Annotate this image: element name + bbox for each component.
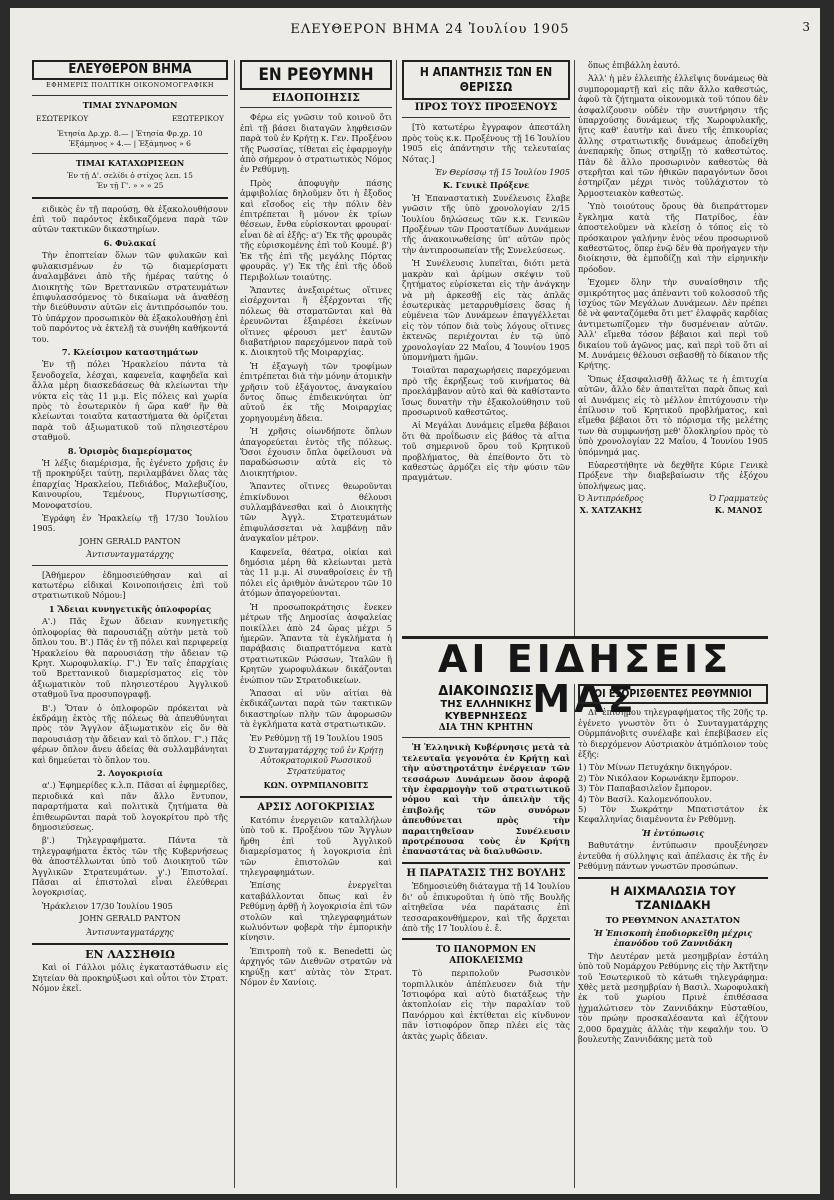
paragraph: ειδικὸς ἐν τῇ παρούσῃ, θὰ ἐξακολουθήσουν ἐπὶ τοῦ παρόντος ἐκδικαζόμενα παρὰ τῶν αὐτῶν τακτικῶν δικαστηρίων. bbox=[32, 203, 228, 235]
signature: Κ. ΜΑΝΟΣ bbox=[714, 504, 763, 515]
dateline: Ἐν Θερίσσῳ τῇ 15 Ἰουλίου 1905 bbox=[434, 167, 570, 178]
article-subheading: ΕΙΔΟΠΟΙΗΣΙΣ bbox=[272, 91, 360, 104]
paragraph: Τοιαῦται παραχωρήσεις παρεχόμεναι πρὸ τῆς ἐκρήξεως τοῦ κινήματος θὰ προελάμβανον αὐτὸ καὶ θὰ καθίσταντο ἴσως δυνατὴν τὴν ἐξακολούθησιν τοῦ προσωρινοῦ καθεστῶτος. bbox=[402, 365, 570, 417]
addressee: Κ. Γενικὲ Πρόξενε bbox=[442, 180, 530, 191]
signature: JOHN GERALD PANTON bbox=[79, 536, 181, 546]
column-4 bbox=[578, 60, 768, 628]
section-heading: 8. Ὁρισμὸς διαμερίσματος bbox=[67, 445, 193, 456]
sub-col-header: ΕΣΩΤΕΡΙΚΟΥ bbox=[36, 114, 89, 124]
paragraph: [Τὸ κατωτέρω ἔγγραφον ἀπεστάλη πρὸς τοὺς κ.κ. Προξένους τῇ 16 Ἰουλίου 1905 εἰς ἀπάντησιν τῆς τελευταίας Νότας.] bbox=[402, 122, 570, 164]
article-heading: ΕΝ ΡΕΘΥΜΝΗ bbox=[240, 60, 392, 90]
signature: JOHN GERALD PANTON bbox=[79, 914, 181, 924]
dateline: Ἡράκλειον 17/30 Ἰουλίου 1905 bbox=[42, 900, 173, 911]
paragraph: Ἀλλ' ἡ μὲν ἐλλειπὴς ἐλλεῖψις δυνάμεως θὰ συμπορομαρτῇ καὶ εἰς πᾶν ἄλλο καθεστώς, ἀφοῦ τὰ ζήτηματα οἰκονομικὰ τοῦ τόπου δὲν ἀσφαλίζουσιν οὐδὲν τὴν συντήρησιν τῆς ὑπαρχούσης δυνάμεως τῆς Χωροφυλακῆς, ἥτις καθ' ἑαυτὴν καὶ ἄνευ τῆς ἐπικουρίας ἄλλης στρατιωτικῆς δυνάμεως ἀποδείχθη ἀνεπαρκὴς ὅπως στηρίξῃ τὸ καθεστώτος. Πᾶν δὲ ἄλλο προσωρινὸν καθεστὼς θὰ στερῆται καὶ τῶν ἠθικῶν παραγόντων ὅσοι ἐστηρίζαν μέχρι τινὸς τοῦλάχιστον τὸ Ἁρμοστειακὸν καθεστώς. bbox=[578, 73, 768, 198]
section-heading: 7. Κλείσιμον καταστημάτων bbox=[61, 346, 199, 357]
column-divider bbox=[396, 60, 397, 1188]
paragraph: Ὅπως ἐξασφαλισθῇ ἄλλως τε ἡ ἐπιτυχία αὐτῶν, ἄλλο δὲν ἀπαιτεῖται παρὰ ὅπως καὶ αἱ Δυνάμεις εἰς τὸ μέλλον ἐπιτύχουσιν τὴν ἐπίλυσιν τοῦ Κρητικοῦ προβλήματος, καὶ εἴμεθα βέβαιοι ὅτι τὸ πόρισμα τῆς μελέτης των θὰ συμφωνήσῃ μεθ' ὅλοκληρίου πρὸς τὸ ὑπὸ χρονολογίαν 22 Μαΐου, 4 Ἰουνίου 1905 ὑπόμνημά μας. bbox=[578, 373, 768, 457]
paragraph: Ἡ Ἐπαναστατικὴ Συνέλευσις ἔλαβε γνῶσιν τῆς ὑπὸ χρονολογίαν 2/15 Ἰουλίου δηλώσεως τῶν κ.κ. Γενικῶν Προξένων τῶν Προστατίδων Δυνάμεων τῆς ἀνακοινωθείσης ὑπ' αὐτῶν πρὸς τὴν ἀντιπροσωπείαν τῆς Συνελεύσεως. bbox=[402, 192, 570, 255]
masthead-title: ΕΛΕΥΘΕΡΟΝ ΒΗΜΑ 24 Ἰουλίου 1905 bbox=[290, 22, 570, 37]
column-3-bottom bbox=[402, 684, 570, 1188]
column-divider bbox=[574, 60, 575, 636]
paragraph: Ὑπὸ τοιούτους ὅρους θὰ διεπράττομεν ἔγκλημα κατὰ τῆς Πατρίδος, ἐὰν ἀποστελοῦμεν νὰ κλείσῃ ὁ τόπος εἰς τὸ πρόσκαιρον γαλήνην ἐνὸς νέου προσωρινοῦ καθεστῶτος, ὅπερ ἐνῷ δὲν θὰ προήγαγεν τὴν διοίκησιν, θὰ ἐμποδίζῃ καὶ τὴν εἰρηνικὴν πρόοδον. bbox=[578, 201, 768, 274]
section-heading: Ἡ ἐντύπωσις bbox=[641, 827, 705, 838]
column-3 bbox=[402, 60, 570, 628]
paragraph: Β'.) Ὅταν ὁ ὁπλοφορῶν πρόκειται νὰ ἐκδράμῃ ἐκτὸς τῆς πόλεως θὰ ἀπευθύνηται πρὸς τὸν Ἄγγλον ἀξιωματικὸν εἰς ὅν θὰ παρουσιάσῃ τὴν ἄδειαν καὶ τὸ ὅπλον. Γ'.) Πᾶς φέρων ὅπλον ἄνευ ἀδείας θὰ συλλαμβάνηται καὶ δημεύεται τὸ ὅπλον του. bbox=[32, 702, 228, 765]
paragraph: Καὶ οἱ Γάλλοι μόλις ἐγκαταστάθωσιν εἰς Σητείαν θὰ προκηρύξωσι καὶ οὗτοι τὸν Στρατ. Νόμον ἐκεῖ. bbox=[32, 962, 228, 994]
paragraph: Ἐπιτροπὴ τοῦ κ. Benedetti ὡς ἀρχηγός τῶν Διεθνῶν στρατῶν νὰ κηρύξῃ κατ' αὐτὰς τὸν Στρατ. Νόμον ἐν Χανίοις. bbox=[240, 945, 392, 988]
signature: Χ. ΧΑΤΖΑΚΗΣ bbox=[579, 504, 642, 515]
paragraph: Ἐχομεν ὅλην τὴν συναίσθησιν τῆς σμικρότητος μας ἀπέναντι τοῦ κολοσσοῦ τῆς ἰσχύος τῶν Μεγάλων Δυνάμεων. Δὲν πρέπει δὲ νὰ φανταζόμεθα ὅτι μετ' ἐλαφρᾶς καρδίας ἀντιμετωπίζομεν τὴν δυσμένειαν αὐτῶν. Ἀλλ' εἴμεθα τόσον βέβαιοι καὶ περὶ τοῦ δικαίου τοῦ ἀγῶνος μας, καὶ περὶ τοῦ ὅτι αἱ Μ. Δυνάμεις θέλουσι σεβασθῇ τὸ δίκαιον τῆς Κρήτης. bbox=[578, 277, 768, 371]
subscriptions-table bbox=[32, 112, 228, 126]
paragraph: Αἱ Μεγάλαι Δυνάμεις εἴμεθα βέβαιοι ὅτι θὰ προΐδωσιν εἰς βάθος τὰ αἴτια τοῦ σημερινοῦ ὅρου τοῦ Κρητικοῦ προβλήματος, θὰ ἐπείθοντο ὅτι τὸ καθεστὼς ἀρμόζει εἰς τὴν φύσιν τῶν πραγμάτων. bbox=[402, 420, 570, 483]
article-heading: ΤΗΣ ΕΛΛΗΝΙΚΗΣ ΚΥΒΕΡΝΗΣΕΩΣ bbox=[440, 699, 532, 722]
signature-role: Ὁ Ἀντιπρόεδρος bbox=[578, 494, 644, 504]
paragraph: Ἅπαντες ἀνεξαιρέτως οἵτινες εἰσέρχονται ἢ ἐξέρχονται τῆς πόλεως θὰ σταματῶνται καὶ θὰ ἐρευνῶνται ἐξαιρέσει ἐκείνων οἵτινες φέρουσι μετ' ἑαυτῶν διαβατήριον παρεχόμενον παρὰ τοῦ κ. Διοικητοῦ τῆς Μοιραρχίας. bbox=[240, 284, 392, 358]
signature-role: Ἀντισυνταγματάρχης bbox=[86, 550, 174, 560]
paragraph: Ἡ Συνέλευσις λυπεῖται, διότι μετὰ μακρὰν καὶ ἀρίμων σκέψιν τοῦ ζητήματος εὑρίσκεται εἰς τὴν ἀνάγκην νὰ μὴ ἀρκεσθῇ εἰς τὰς ἁπλᾶς ἐσωτερικὰς μεταρρυθμίσεις ὅσας ἡ εὐμένεια τῶν Δυνάμεων ἐπαγγέλλεται εἰς τὸν τόπον διὰ τοὺς λόγους οἵτινες ἐκτενῶς περιέχονται ἐν τῷ ὑπὸ χρονολογίαν 22 Μαΐου, 4 Ἰουνίου 1905 ὑπομνήματι ἡμῶν. bbox=[402, 258, 570, 362]
paragraph: Τὴν Δευτέραν μετὰ μεσημβρίαν ἐστάλη ὑπὸ τοῦ Νομάρχου Ρεθύμνης εἰς τὴν Ἀκτῆτην τοῦ Ἐσωτερικοῦ τὸ κάτωθι τηλεγράφημα: Χθὲς μετὰ μεσημβρίαν ἡ Βασιλ. Χωροφυλακὴ ἐκ τοῦ χωρίου Πρινὲ ἐπιθέσασα ᾐχμαλώτισεν τὸν Ζαννιδάκην Εὐσταθίου, τὸν πρώην προσκαλέσαντα καὶ ἐζήτουν 2,000 δραχμὰς ἀλλὰς τὴν κεφαλήν του. Ὁ βουλευτὴς Ζαννιδάκης μετὰ τοῦ bbox=[578, 950, 768, 1044]
section-heading: ΕΝ ΛΑΣΣΗΘΙΩ bbox=[85, 948, 175, 962]
dateline: Ἐγράφη ἐν Ἡρακλείῳ τῇ 17/30 Ἰουλίου 1905. bbox=[32, 513, 228, 534]
column-divider bbox=[234, 60, 235, 1188]
paragraph: Ἐδημοσιεύθη διάταγμα τῇ 14 Ἰουλίου δι' οὗ ἐπικυροῦται ἡ ὑπὸ τῆς Βουλῆς αἰτηθεῖσα νέα παράτασις ἐπὶ τεσσαρακονθήμερον, καὶ τῆς ἄρχεται ἀπὸ τῆς 17 Ἰουλίου ἐ. ἔ. bbox=[402, 881, 570, 933]
article-heading: Η ΑΙΧΜΑΛΩΣΙΑ ΤΟΥ ΤΖΑΝΙΔΑΚΗ bbox=[610, 883, 736, 912]
column-4-bottom bbox=[578, 684, 768, 1188]
paragraph: Καφενεῖα, θέατρα, οἰκίαι καὶ δημόσια μέρη θὰ κλείωνται μετὰ τὰς 11 μ.μ. Αἱ συναθροίσεις ἐν τῇ πόλει εἰς ἀριθμὸν ἀνώτερον τῶν 10 ἀτόμων ἀπαγορεύονται. bbox=[240, 546, 392, 599]
sub-row: Ἑξάμηνος » 4.— | Ἑξάμηνος » 6 bbox=[69, 139, 191, 149]
paragraph: Ἅπασαι αἱ νῦν αἰτίαι θὰ ἐκδικάζωνται παρὰ τῶν τακτικῶν δικαστηρίων πλὴν τῶν ἀφορωσῶν τὰ ἐγκλήματα κατὰ στρατιωτικῶν. bbox=[240, 687, 392, 730]
paragraph: β'.) Τηλεγραφήματα. Πάντα τὰ τηλεγραφήματα ἐκτὸς τῶν τῆς Κυβερνήσεως θὰ ἀποστέλλωνται ὑπὸ τοῦ Διοικητοῦ τῶν Ἀγγλικῶν Στρατευμάτων. γ'.) Ἐπιστολαί. Πᾶσαι αἱ ἐπιστολαὶ εἶναι ἐλεύθεραι λογοκρισίας. bbox=[32, 835, 228, 898]
paragraph: ὅπως ἐπιβάλλη ἑαυτό. bbox=[588, 60, 681, 70]
section-heading: ΑΡΣΙΣ ΛΟΓΟΚΡΙΣΙΑΣ bbox=[257, 801, 375, 813]
page-number: 3 bbox=[802, 20, 810, 34]
section-heading: ΤΟ ΠΑΝΟΡΜΟΝ ΕΝ ΑΠΟΚΛΕΙΣΜΩ bbox=[435, 945, 537, 966]
paragraph: Πρὸς ἀποφυγὴν πάσης ἀμφιβολίας δηλοῦμεν ὅτι ἡ ἔξοδος καὶ εἴσοδος εἰς τὴν πόλιν δὲν ἐπιτρέπεται ἢ μόνον ἐκ τρίων θέσεων, ἔνθα εὑρίσκονται φρουραί· εἶναι δὲ αἱ ἑξῆς: α') Ἐκ τῆς φρουρᾶς τῆς εὑρισκομένης ἐπὶ τοῦ Κουμέ. β') Ἐκ τῆς ἐπὶ τῆς μεγάλης Πόρτας φρουρᾶς. γ') Ἐκ τῆς ἐπὶ τῆς ὁδοῦ Περιβολίων τοιαύτης. bbox=[240, 177, 392, 282]
paragraph: Α'.) Πᾶς ἔχων ἄδειαν κυνηγετικῆς ὁπλοφορίας θὰ παρουσιάζῃ αὐτὴν μετὰ τοῦ ὅπλου του. Β'.) Πᾶς ἐν τῇ πόλει καὶ περιφερείᾳ Ἡρακλείου θὰ παρουσιάσῃ τὴν ἄδειαν τῷ Κρητ. Χωροφυλακίῳ. Γ'.) Ἐν ταῖς ἐπαρχίαις τοῦ Βρεττανικοῦ διαμερίσματος εἰς τὸν ἀξιωματικὸν τοῦ πλησιεστέρου Ἀγγλικοῦ σταθμοῦ ἵνα προσυπογραφῇ. bbox=[32, 616, 228, 700]
section-heading: 1 Ἄδειαι κυνηγετικῆς ὁπλοφορίας bbox=[48, 603, 212, 614]
name-list: 1) Τὸν Μίνων Πετυχάκην δικηγόρον. 2) Τὸν Νικόλαον Κορωνάκην ἔμπορον. 3) Τὸν Παπαβασιλεῖον ἔμπορον. 4) Τὸν Βασίλ. Καλομενόπουλον. 5) Τὸν Σωκράτην Μπατιστάτον ἐκ Κεφαλληνίας διαμένοντα ἐν Ρεθύμνῃ. bbox=[578, 762, 768, 825]
column-divider bbox=[574, 684, 575, 1188]
article-subheading: ΔΙΑ ΤΗΝ ΚΡΗΤΗΝ bbox=[438, 723, 534, 733]
paragraph: Τὸ περιπολοῦν Ρωσσικὸν τορπιλλικὸν ἀπέπλευσεν διὰ τὴν Ἰστιοφόρα καὶ αὐτὸ διατάξεως τὴν ἀκτοπλοίαν εἰς τὴν παραλίαν τοῦ Πανόρμου καὶ ἐκτίθεται εἰς κίνδυνον πᾶν ἰστιοφόρον ὅπερ πλέει εἰς τὰς ἀκτὰς χωρὶς ἄδειαν. bbox=[402, 968, 570, 1041]
paragraph: Ἡ χρῆσις οἱωνδήποτε ὅπλων ἀπαγορεύεται ἐντὸς τῆς πόλεως. Ὅσοι ἐχουσιν ὅπλα ὀφείλουσι νὰ παραδώσωσιν αὐτὰ εἰς τὸ Διοικητήριον. bbox=[240, 426, 392, 478]
ads-row: Ἐν τῇ Γ'. » » » 25 bbox=[96, 181, 164, 191]
ads-row: Ἐν τῇ Δ'. σελίδι ὁ στίχος λεπ. 15 bbox=[67, 170, 193, 180]
paragraph: Ἡ προσωποκράτησις ἕνεκεν μέτρων τῆς Δημοσίας ἀσφαλείας ποικίλλει ἀπὸ 24 ὥρας μέχρι 5 ἡμερῶν. Ἅπαντα τὰ ἐγκλήματα ἡ παράβασις διαπραττόμενα κατὰ στρατιωτικῶν Ρώσσων, Ἰταλῶν ἢ Κρητῶν χωροφυλάκων δικάζονται ἐνώπιον τῶν Στρατοδικείων. bbox=[240, 601, 392, 685]
signature-role: Ἀντισυνταγματάρχης bbox=[86, 927, 174, 937]
dateline: Ἐν Ρεθύμνῃ τῇ 19 Ἰουλίου 1905 bbox=[250, 732, 384, 743]
signature-role: Ὁ Συνταγματάρχης τοῦ ἐν Κρήτῃ Αὐτοκρατορικοῦ Ρωσσικοῦ Στρατεύματος bbox=[248, 745, 384, 776]
section-heading: Η ΠΑΡΑΤΑΣΙΣ ΤΗΣ ΒΟΥΛΗΣ bbox=[406, 867, 566, 879]
section-heading: 2. Λογοκρισία bbox=[97, 767, 163, 778]
sub-row: Ἐτησία Δρ.χρ. 8.— | Ἐτησία Φρ.χρ. 10 bbox=[57, 128, 203, 138]
paragraph: Ἐν τῇ πόλει Ἡρακλείου πάντα τὰ ξενοδοχεῖα, λέσχαι, καφενεῖα, καφηδεῖα καὶ ἄλλα μέρη διασκεδάσεως θὰ κλείωνται τὴν νύκτα εἰς τὰς 11 μ.μ. Εἰς πόλεις καὶ χωρία πρὸς τὸ ἐσωτερικὸν ἡ ὥρα καθ' ἣν θὰ κλείωνται τοιαῦτα καταστήματα θὰ ὁρίζεται παρὰ τοῦ ἀξιωματικοῦ τοῦ πλησιεστέρου σταθμοῦ. bbox=[32, 359, 228, 443]
news-banner-heading: ΑΙ ΕΙΔΗΣΕΙΣ ΜΑΣ bbox=[402, 636, 768, 676]
section-heading: 6. Φυλακαί bbox=[103, 237, 157, 248]
article-heading: ΔΙΑΚΟΙΝΩΣΙΣ bbox=[438, 684, 534, 699]
paragraph: α'.) Ἐφημερίδες κ.λ.π. Πᾶσαι αἱ ἐφημερίδες, περιοδικά καὶ πᾶν ἄλλο ἔντυπον, παραρτήματα καὶ πολιτικὰ ζητήματα θὰ ἐπιθεωρῶνται παρὰ τοῦ λογοκρίτου πρὸ τῆς δημοσιεύσεως. bbox=[32, 780, 228, 832]
paper-name: ΕΛΕΥΘΕΡΟΝ ΒΗΜΑ bbox=[32, 60, 228, 80]
paragraph: Ἅπαντες οἵτινες θεωροῦνται ἐπικίνδυνοι θέλουσι συλλαμβάνεσθαι καὶ ὁ Διοικητὴς τῶν Ἀγγλ. Στρατευμάτων ἐπιφυλάσσεται νὰ λαμβάνῃ πᾶν ἀναγκαῖον μέτρον. bbox=[240, 481, 392, 544]
paragraph: Ἡ λέξις διαμέρισμα, ἧς ἐγένετο χρῆσις ἐν τῇ προκηρύξει ταύτῃ, περιλαμβάνει ὅλας τὰς ἐπαρχίας Ἡρακλείου, Πεδιάδος, Μαλεβυζίου, Καινουρίου, Τεμένους, Πυργιωτίσσης, Μονοφατσίου. bbox=[32, 458, 228, 510]
sub-col-header: ΕΞΩΤΕΡΙΚΟΥ bbox=[171, 114, 224, 124]
paragraph: Φέρω εἰς γνῶσιν τοῦ κοινοῦ ὅτι ἐπὶ τῇ βάσει διαταγῶν ληφθεισῶν παρὰ τοῦ ἐν Κρήτῃ κ. Γεν. Προξένου τῆς Ρωσσίας, τίθεται εἰς ἐφαρμογὴν ἀπὸ σήμερον ὁ στρατιωτικὸς Νόμος ἐν Ρεθύμνῃ. bbox=[240, 112, 392, 175]
subscriptions-heading: ΤΙΜΑΙ ΣΥΝΔΡΟΜΩΝ bbox=[82, 99, 178, 110]
newspaper-page bbox=[10, 8, 820, 1194]
signature: ΚΩΝ. ΟΥΡΜΠΑΝΟΒΙΤΣ bbox=[263, 780, 369, 791]
paragraph: Βαθυτάτην ἐντύπωσιν προυξένησεν ἐντεῦθα ἡ σύλληψις καὶ ἀπέλασις ἐκ τῆς ἐν Ρεθύμνῃ πάντων γνωστῶν προσώπων. bbox=[578, 840, 768, 872]
article-subheading: ΤΟ ΡΕΘΥΜΝΟΝ ΑΝΑΣΤΑΤΟΝ bbox=[605, 914, 741, 925]
paragraph: Ἐπίσης ἐνεργεῖται καταβάλλονται ὅπως καὶ ἐν Ρεθύμνῃ ἀρθῇ ἡ λογοκρισία ἐπὶ τῶν στολῶν καὶ τηλεγραφημάτων κωλυόντων φοβερὰ τὴν ἐμπορικὴν κίνησιν. bbox=[240, 880, 392, 943]
paragraph: Κατόπιν ἐνεργειῶν καταλλήλων ὑπὸ τοῦ κ. Προξένου τῶν Ἄγγλων ἤρθη ἐπὶ τοῦ Ἀγγλικοῦ διαμερίσματος ἡ λογοκρισία ἐπὶ τῶν ἐπιστολῶν καὶ τηλεγραφημάτων. bbox=[240, 815, 392, 878]
paragraph: Ἡ Ἑλληνικὴ Κυβέρνησις μετὰ τὰ τελευταῖα γεγονότα ἐν Κρήτῃ καὶ τὴν αὐστηροτάτην ἐνέργειαν τῶν τεσσάρων Δυνάμεων ὅσον ἀφορᾷ τὴν ἐφαρμογὴν τοῦ στρατιωτικοῦ νόμου καὶ τὴν ἀπειλὴν τῆς ἐπιβολῆς τῶν συνόρων ἀπευθύνεται πρὸς τὴν παραιτηθεῖσαν Συνέλευσιν προτρέπουσα τοὺς ἐν Κρήτῃ ἐπαναστάτας νὰ διαλυθῶσιν. bbox=[402, 742, 570, 857]
column-1 bbox=[32, 60, 228, 1188]
signature-role: Ὁ Γραμματεὺς bbox=[709, 494, 768, 504]
article-subheading: ΠΡΟΣ ΤΟΥΣ ΠΡΟΞΕΝΟΥΣ bbox=[414, 102, 558, 113]
paragraph: [Ἀθήμερον ἐδημοσιεύθησαν καὶ αἱ κατωτέρω εἰδικαὶ Κοινοποιήσεις ἐπὶ τοῦ στρατιωτικοῦ Νόμου:] bbox=[32, 569, 228, 601]
paragraph: Τὴν ἐποπτείαν ὅλων τῶν φυλακῶν καὶ φυλακισμένων ἐν τῷ διαμερίσματι ἀναλαμβάνει ἀπὸ τῆς ἡμέρας ταύτης ὁ Διοικητὴς τῶν Βρεττανικῶν στρατευμάτων ἐπιφυλασσόμενος τὸ δικαίωμα νὰ ἀναθέσῃ τὴν διεύθυνσιν αὐτῶν εἰς ἀντιπρόσωπόν του. Τὸ ὑπάρχον προσωπικὸν θὰ ἐξακολουθήσῃ ἐπὶ τοῦ παρόντος νὰ ἐκτελῇ τὰ συνήθη καθήκοντά του. bbox=[32, 250, 228, 344]
ads-heading: ΤΙΜΑΙ ΚΑΤΑΧΩΡΙΣΕΩΝ bbox=[75, 158, 185, 169]
paper-tagline: ΕΦΗΜΕΡΙΣ ΠΟΛΙΤΙΚΗ ΟΙΚΟΝΟΜΟΓΡΑΦΙΚΗ bbox=[45, 81, 215, 90]
article-subheading: Ἡ Ἐπισκοπὴ ἐποδιορκεῖθη μέχρις ἐπανόδου τοῦ Ζαννιδάκη bbox=[593, 927, 753, 949]
masthead bbox=[10, 8, 820, 52]
column-2 bbox=[240, 60, 392, 1188]
paragraph: Δι' ἐπισήμου τηλεγραφήματος τῆς 20ῆς τρ. ἐγένετο γνωστὸν ὅτι ὁ Συνταγματάρχης Οὐρμπάνοβιτς συνέλαβε καὶ ἐπεβίβασεν εἰς τὸ διερχόμενον Αὐστριακὸν ἀτμόπλοιον τοὺς ἑξῆς: bbox=[578, 707, 768, 760]
article-heading: Η ΑΠΑΝΤΗΣΙΣ ΤΩΝ ΕΝ ΘΕΡΙΣΣΩ bbox=[402, 60, 570, 100]
paragraph: Ἡ ἐξαγωγὴ τῶν τροφίμων ἐπιτρέπεται διὰ τὴν μόνην ἀτομικὴν χρῆσιν τοῦ ἐξάγοντος, ἀναγκαίου ὄντος ὅπως ἐπιδεικνύηται ὑπ' αὐτοῦ ἐκ τῆς Μοιραρχίας χορηγουμένη ἄδεια. bbox=[240, 360, 392, 423]
article-heading: ΟΙ ΕΞΟΡΙΣΘΕΝΤΕΣ ΡΕΘΥΜΝΙΟΙ bbox=[578, 684, 768, 704]
paragraph: Εὐαρεστήθητε νὰ δεχθῆτε Κύριε Γενικὲ Πρόξενε τὴν διαβεβαίωσιν τῆς ἐξόχου ὑπολήψεως μας. bbox=[578, 460, 768, 491]
